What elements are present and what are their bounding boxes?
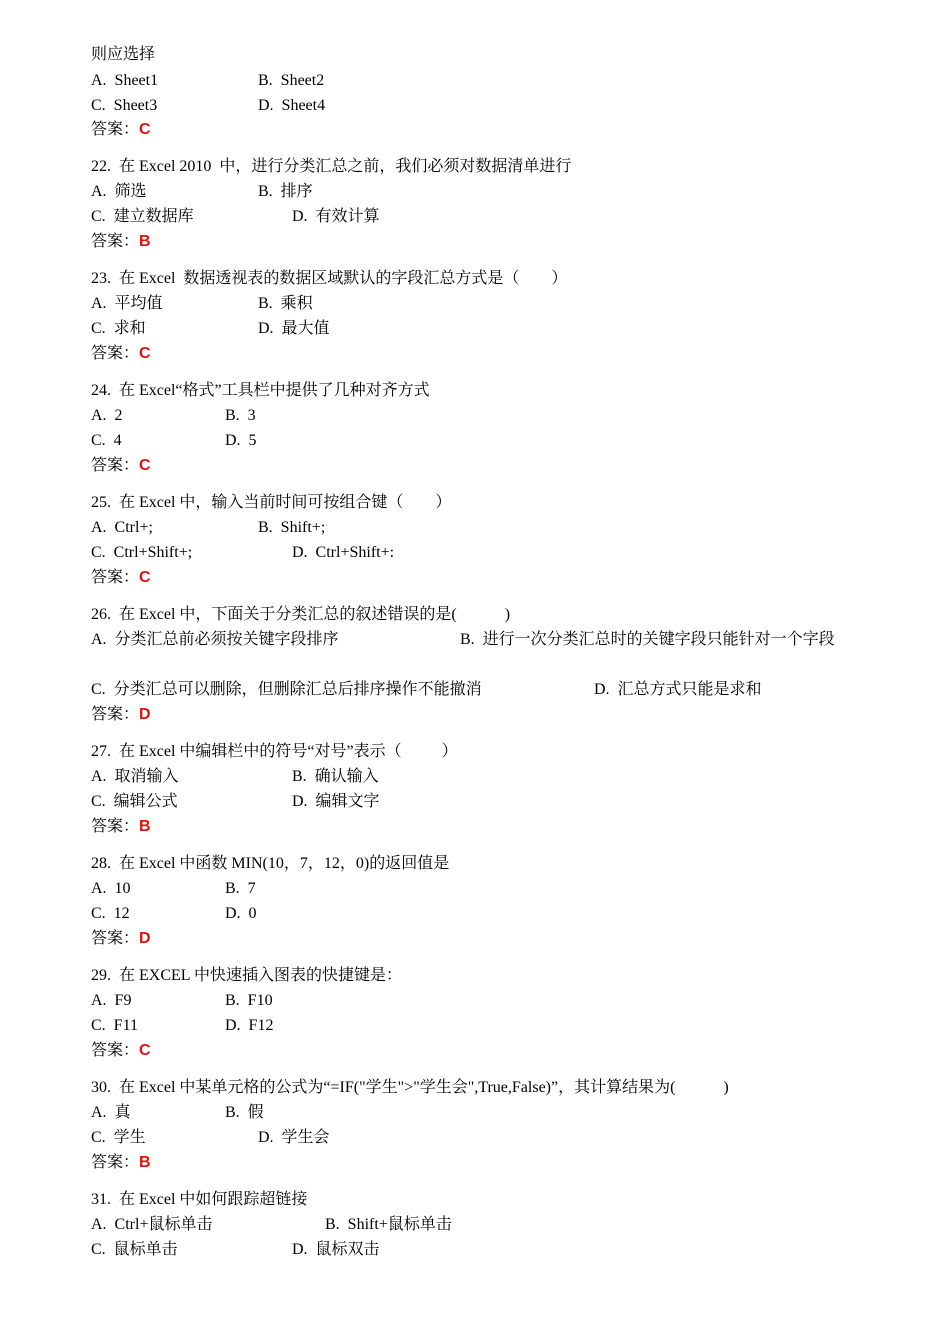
option-c: C. 鼠标单击	[91, 1241, 178, 1258]
option-d: D. 最大值	[258, 320, 330, 337]
question-22: 22. 在 Excel 2010 中，进行分类汇总之前，我们必须对数据清单进行	[91, 158, 572, 175]
option-c: C. 求和	[91, 320, 146, 337]
answer-value: C	[139, 569, 151, 586]
option-b: B. F10	[225, 992, 273, 1009]
answer-label: 答案：	[91, 121, 140, 138]
question-26: 26. 在 Excel 中，下面关于分类汇总的叙述错误的是( )	[91, 606, 511, 623]
option-c: C. Sheet3	[91, 97, 158, 114]
option-a: A. 真	[91, 1104, 131, 1121]
answer-label: 答案：	[91, 1154, 140, 1171]
option-c: C. 编辑公式	[91, 793, 178, 810]
answer-value: D	[139, 706, 151, 723]
answer-line	[91, 568, 151, 588]
question-continuation: 则应选择	[91, 46, 156, 63]
option-b: B. Shift+;	[258, 519, 326, 536]
option-d: D. 编辑文字	[292, 793, 380, 810]
answer-line	[91, 344, 151, 364]
option-b: B. 进行一次分类汇总时的关键字段只能针对一个字段	[460, 631, 835, 648]
option-a: A. Ctrl+;	[91, 519, 153, 536]
answer-value: C	[139, 345, 151, 362]
answer-label: 答案：	[91, 706, 140, 723]
answer-value: C	[139, 121, 151, 138]
answer-label: 答案：	[91, 345, 140, 362]
answer-label: 答案：	[91, 818, 140, 835]
option-a: A. Ctrl+鼠标单击	[91, 1216, 213, 1233]
option-d: D. F12	[225, 1017, 274, 1034]
question-27: 27. 在 Excel 中编辑栏中的符号“对号”表示（ ）	[91, 743, 458, 760]
answer-line	[91, 817, 151, 837]
option-b: B. Sheet2	[258, 72, 325, 89]
option-d: D. 有效计算	[292, 208, 380, 225]
answer-value: B	[139, 233, 151, 250]
answer-value: C	[139, 457, 151, 474]
question-31: 31. 在 Excel 中如何跟踪超链接	[91, 1191, 308, 1208]
option-b: B. Shift+鼠标单击	[325, 1216, 452, 1233]
option-c: C. Ctrl+Shift+;	[91, 544, 193, 561]
answer-label: 答案：	[91, 233, 140, 250]
option-d: D. 鼠标双击	[292, 1241, 380, 1258]
answer-line	[91, 705, 151, 725]
option-a: A. 10	[91, 880, 131, 897]
option-c: C. 学生	[91, 1129, 146, 1146]
question-23: 23. 在 Excel 数据透视表的数据区域默认的字段汇总方式是（ ）	[91, 270, 568, 287]
option-b: B. 7	[225, 880, 256, 897]
answer-line	[91, 1041, 151, 1061]
option-d: D. Ctrl+Shift+:	[292, 544, 395, 561]
option-a: A. F9	[91, 992, 132, 1009]
option-c: C. 分类汇总可以删除，但删除汇总后排序操作不能撤消	[91, 681, 482, 698]
option-c: C. 4	[91, 432, 122, 449]
question-24: 24. 在 Excel“格式”工具栏中提供了几种对齐方式	[91, 382, 430, 399]
option-a: A. 取消输入	[91, 768, 179, 785]
option-a: A. Sheet1	[91, 72, 159, 89]
option-a: A. 分类汇总前必须按关键字段排序	[91, 631, 339, 648]
answer-value: C	[139, 1042, 151, 1059]
option-d: D. 汇总方式只能是求和	[594, 681, 762, 698]
option-c: C. 12	[91, 905, 130, 922]
option-d: D. Sheet4	[258, 97, 326, 114]
answer-value: B	[139, 818, 151, 835]
option-b: B. 乘积	[258, 295, 313, 312]
answer-line	[91, 929, 151, 949]
option-d: D. 0	[225, 905, 257, 922]
answer-label: 答案：	[91, 457, 140, 474]
answer-line	[91, 1153, 151, 1173]
question-30: 30. 在 Excel 中某单元格的公式为“=IF("学生">"学生会",True,False)”，其计算结果为( )	[91, 1079, 729, 1096]
option-b: B. 排序	[258, 183, 313, 200]
answer-label: 答案：	[91, 930, 140, 947]
answer-line	[91, 120, 151, 140]
question-25: 25. 在 Excel 中，输入当前时间可按组合键（ ）	[91, 494, 452, 511]
option-b: B. 确认输入	[292, 768, 379, 785]
answer-line	[91, 232, 151, 252]
option-b: B. 3	[225, 407, 256, 424]
answer-value: D	[139, 930, 151, 947]
option-a: A. 筛选	[91, 183, 147, 200]
question-28: 28. 在 Excel 中函数 MIN(10，7，12，0)的返回值是	[91, 855, 450, 872]
option-c: C. F11	[91, 1017, 138, 1034]
answer-line	[91, 456, 151, 476]
answer-label: 答案：	[91, 1042, 140, 1059]
option-c: C. 建立数据库	[91, 208, 194, 225]
option-d: D. 5	[225, 432, 257, 449]
option-a: A. 平均值	[91, 295, 163, 312]
option-a: A. 2	[91, 407, 123, 424]
answer-label: 答案：	[91, 569, 140, 586]
answer-value: B	[139, 1154, 151, 1171]
question-29: 29. 在 EXCEL 中快速插入图表的快捷键是：	[91, 967, 402, 984]
option-b: B. 假	[225, 1104, 264, 1121]
option-d: D. 学生会	[258, 1129, 330, 1146]
